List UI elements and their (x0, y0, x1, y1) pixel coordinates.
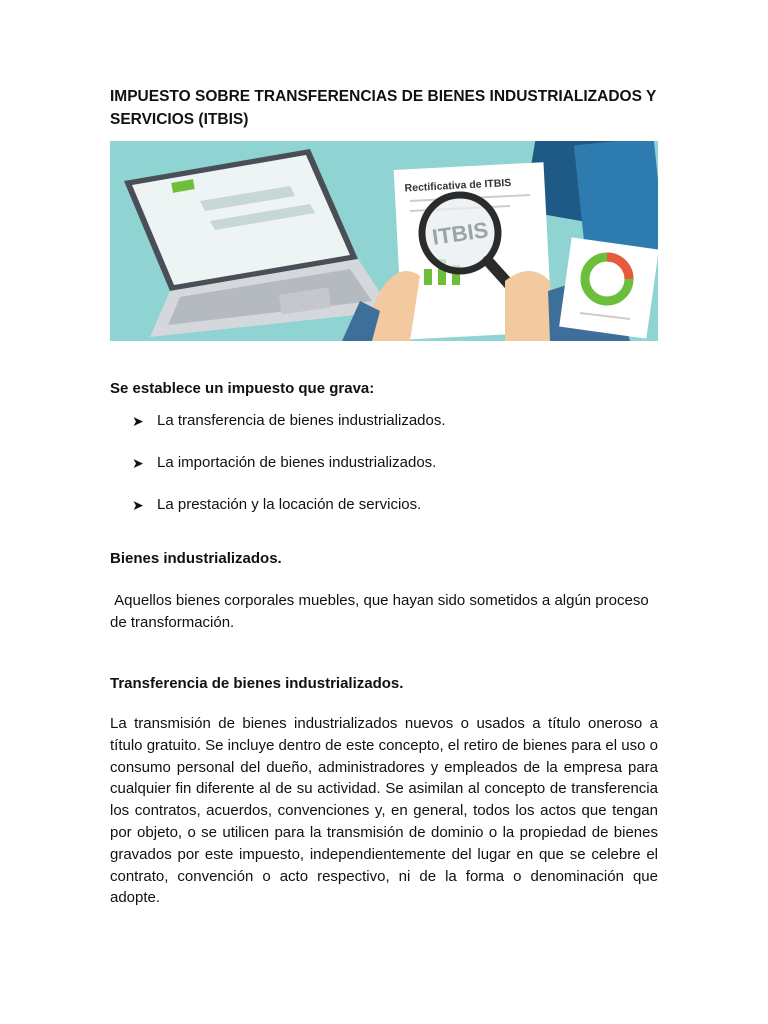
paper-heading: Rectificativa de ITBIS (404, 176, 512, 195)
transferencia-paragraph: La transmisión de bienes industrializados nuevos o usados a título oneroso a título gratuito. Se incluye dentro de este concepto, el retiro de bienes para el uso o consumo personal del dueño, administradores y empleados de la empresa para cualquier fin diferente al de su actividad. Se asimilan al concepto de transferencia los contratos, acuerdos, convenciones y, en general, todos los actos que tengan por objeto, o se utilicen para la transmisión de dominio o la propiedad de bienes gravados por este impuesto, independientemente del lugar en que se celebre el contrato, convención o acto respectivo, ni de la forma o denominación que adopte. (110, 715, 658, 907)
arrow-bullet-icon: ➤ (132, 497, 144, 513)
laptop-icon (124, 149, 392, 337)
transferencia-heading: Transferencia de bienes industrializados. (110, 675, 404, 692)
arrow-bullet-icon: ➤ (132, 455, 144, 471)
bienes-heading: Bienes industrializados. (110, 550, 282, 567)
list-item (132, 452, 446, 494)
bienes-paragraph: Aquellos bienes corporales muebles, que hayan sido sometidos a algún proceso de transformación. (110, 592, 653, 631)
illustration-graphic (110, 141, 658, 341)
itbis-illustration (110, 141, 658, 341)
document-title: IMPUESTO SOBRE TRANSFERENCIAS DE BIENES INDUSTRIALIZADOS Y SERVICIOS (ITBIS) (110, 88, 657, 128)
list-item-text: La prestación y la locación de servicios. (157, 496, 422, 513)
list-item-text: La importación de bienes industrializados. (157, 454, 437, 471)
magnifier-text: ITBIS (430, 217, 490, 250)
list-item (132, 494, 446, 536)
intro-heading: Se establece un impuesto que grava: (110, 380, 375, 397)
arrow-bullet-icon: ➤ (132, 413, 144, 429)
bullet-list (132, 410, 446, 536)
notebook-chart-icon (559, 237, 658, 338)
list-item (132, 410, 446, 452)
list-item-text: La transferencia de bienes industrializados. (157, 412, 446, 429)
